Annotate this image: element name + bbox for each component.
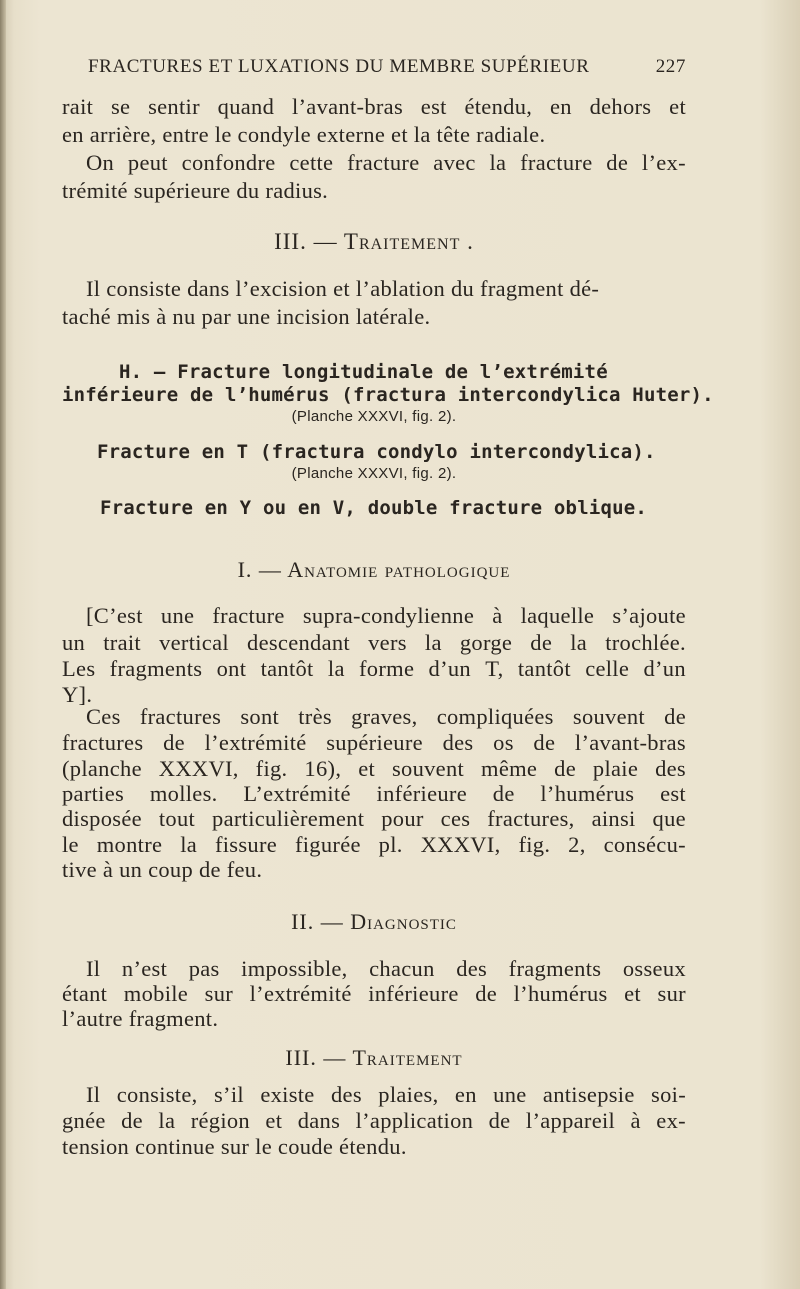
text-line: parties molles. L’extrémité inférieure de l’humérus est bbox=[62, 781, 686, 806]
section-heading-diagnostic: II. — Diagnostic bbox=[291, 909, 457, 934]
section-title-line: inférieure de l’humérus (fractura intercondylica Huter). bbox=[62, 384, 714, 406]
section-heading-traitement-2: III. — Traitement bbox=[285, 1045, 463, 1070]
text-line: fractures de l’extrémité supérieure des os de l’avant-bras bbox=[62, 730, 686, 755]
fracture-y-title: Fracture en Y ou en V, double fracture oblique. bbox=[100, 497, 648, 519]
text-line: en arrière, entre le condyle externe et la tête radiale. bbox=[62, 122, 546, 147]
text-line: étant mobile sur l’extrémité inférieure de l’humérus et sur bbox=[62, 981, 686, 1006]
text-line: [C’est une fracture supra-condylienne à laquelle s’ajoute bbox=[86, 603, 686, 628]
running-header bbox=[88, 56, 686, 78]
text-line: Il consiste dans l’excision et l’ablation du fragment dé- bbox=[86, 276, 600, 301]
section-title-line: H. — Fracture longitudinale de l’extrémité bbox=[119, 361, 608, 383]
plate-reference: (Planche XXXVI, fig. 2). bbox=[291, 465, 457, 482]
text-line: taché mis à nu par une incision latérale. bbox=[62, 304, 431, 329]
running-title: FRACTURES ET LUXATIONS DU MEMBRE SUPÉRIEUR bbox=[88, 56, 590, 77]
text-line: l’autre fragment. bbox=[62, 1006, 219, 1031]
text-line: On peut confondre cette fracture avec la fracture de l’ex- bbox=[86, 150, 686, 175]
text-line: tension continue sur le coude étendu. bbox=[62, 1134, 407, 1159]
plate-reference: (Planche XXXVI, fig. 2). bbox=[291, 408, 457, 425]
text-line: trémité supérieure du radius. bbox=[62, 178, 329, 203]
text-line: gnée de la région et dans l’application de l’appareil à ex- bbox=[62, 1108, 686, 1133]
page-number: 227 bbox=[655, 56, 686, 77]
section-heading-anatomie: I. — Anatomie pathologique bbox=[237, 557, 511, 582]
text-line: Ces fractures sont très graves, compliquées souvent de bbox=[86, 704, 686, 729]
text-line: tive à un coup de feu. bbox=[62, 857, 263, 882]
text-line: rait se sentir quand l’avant-bras est étendu, en dehors et bbox=[62, 94, 686, 119]
text-line: Il n’est pas impossible, chacun des fragments osseux bbox=[86, 956, 686, 981]
text-line: Il consiste, s’il existe des plaies, en une antisepsie soi- bbox=[86, 1082, 686, 1107]
text-line: un trait vertical descendant vers la gorge de la trochlée. bbox=[62, 630, 686, 655]
fracture-t-title: Fracture en T (fractura condylo intercondylica). bbox=[97, 441, 656, 463]
text-line: le montre la fissure figurée pl. XXXVI, fig. 2, consécu- bbox=[62, 832, 686, 857]
page-edge-shadow bbox=[0, 0, 6, 1289]
section-heading-traitement: III. — Traitement . bbox=[274, 229, 474, 254]
text-line: Y]. bbox=[62, 682, 93, 707]
text-line: (planche XXXVI, fig. 16), et souvent même de plaie des bbox=[62, 756, 686, 781]
text-line: disposée tout particulièrement pour ces fractures, ainsi que bbox=[62, 806, 686, 831]
text-line: Les fragments ont tantôt la forme d’un T, tantôt celle d’un bbox=[62, 656, 686, 681]
